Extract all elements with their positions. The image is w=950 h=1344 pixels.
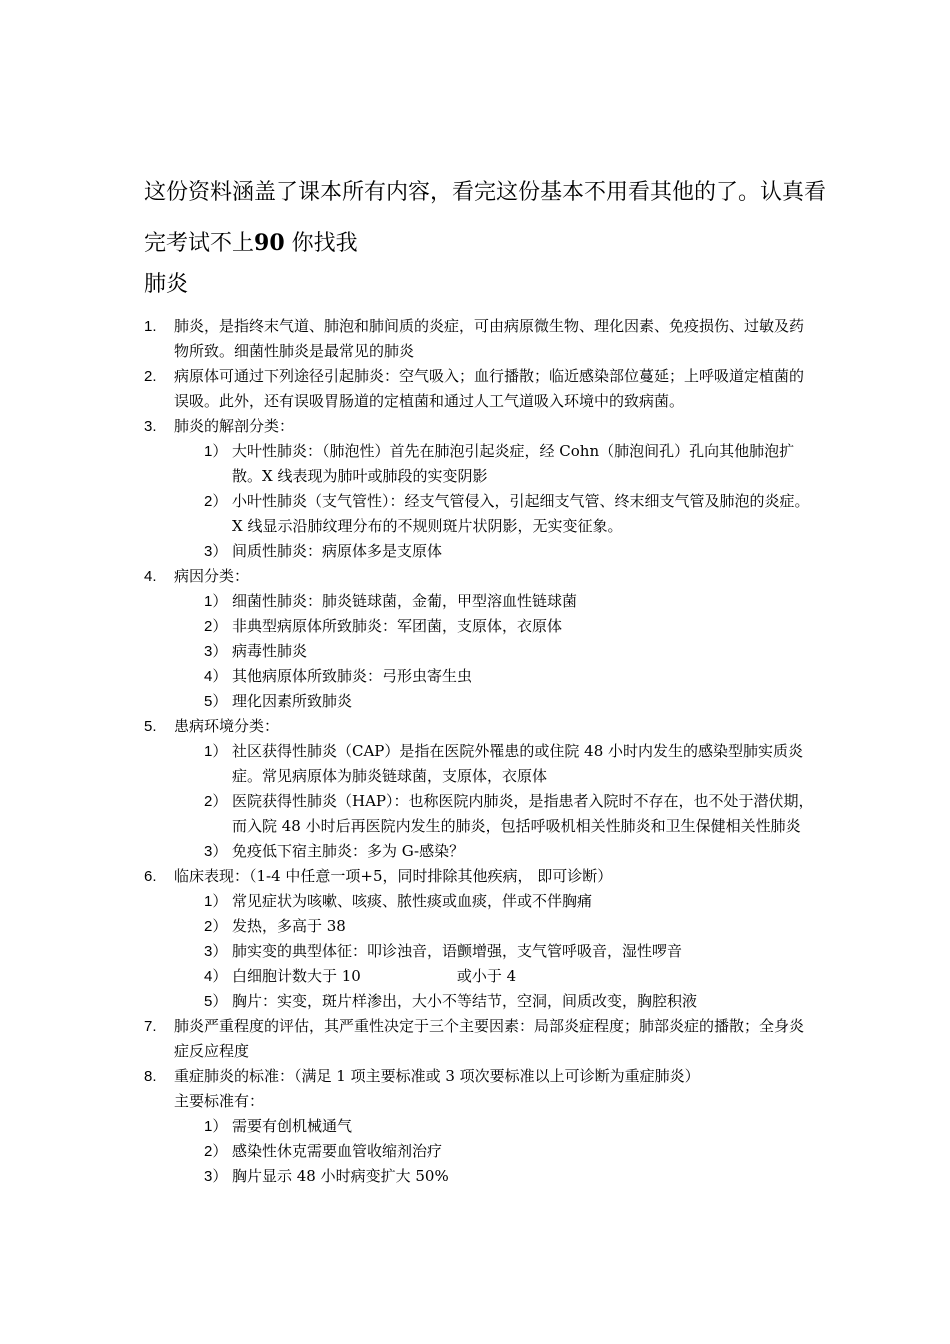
sub-item [174,1139,814,1164]
sub-item [174,839,814,864]
sub-item-text: 需要有创机械通气 [232,1117,353,1135]
sub-item-text: 胸片显示 48 小时病变扩大 50% [232,1167,449,1185]
sub-item-number: 2） [204,793,228,810]
sub-item-number: 1） [204,593,228,610]
sub-item-text: 非典型病原体所致肺炎：军团菌，支原体，衣原体 [232,617,563,635]
sub-item [174,1164,814,1189]
item-text: 重症肺炎的标准：（满足 1 项主要标准或 3 项次要标准以上可诊断为重症肺炎） [174,1067,700,1085]
sub-item [174,439,814,489]
sub-item-number: 2） [204,493,228,510]
list-item [144,564,814,714]
sub-item [174,639,814,664]
sub-item-text: 感染性休克需要血管收缩剂治疗 [232,1142,443,1160]
sub-item-number: 3） [204,643,228,660]
item-number: 2. [144,368,157,385]
sub-item [174,889,814,914]
item-text: 临床表现：（1-4 中任意一项+5，同时排除其他疾病， 即可诊断） [174,867,613,885]
sub-item-text: 医院获得性肺炎（HAP）：也称医院内肺炎，是指患者入院时不存在，也不处于潜伏期，而入院 48 小时后再医院内发生的肺炎，包括呼吸机相关性肺炎和卫生保健相关性肺炎 [232,792,814,835]
sub-item-text: 白细胞计数大于 10 [232,967,361,985]
item-number: 3. [144,418,157,435]
sub-item-number: 5） [204,993,228,1010]
sub-item-text: 胸片：实变，斑片样渗出，大小不等结节，空洞，间质改变，胸腔积液 [232,992,698,1010]
sub-item [174,939,814,964]
intro-bold-number: 90 [254,230,285,256]
sub-item-number: 2） [204,1143,228,1160]
sub-item-number: 3） [204,1168,228,1185]
sub-item [174,1114,814,1139]
sub-item-number: 2） [204,618,228,635]
sub-item [174,739,814,789]
list-item [144,414,814,564]
sub-item-text: 其他病原体所致肺炎：弓形虫寄生虫 [232,667,473,685]
sub-item [174,989,814,1014]
sub-item-text: 发热，多高于 38 [232,917,346,935]
item-number: 7. [144,1018,157,1035]
sub-item-number: 5） [204,693,228,710]
sub-item [174,689,814,714]
list-item [144,1014,814,1064]
sub-item-number: 1） [204,1118,228,1135]
sub-item-number: 2） [204,918,228,935]
sub-item [174,614,814,639]
item-text-line2: 主要标准有： [174,1092,265,1110]
sub-item [174,914,814,939]
list-item [144,314,814,364]
item-text: 肺炎严重程度的评估，其严重性决定于三个主要因素：局部炎症程度；肺部炎症的播散；全身炎症反应程度 [174,1017,805,1060]
item-number: 4. [144,568,157,585]
sub-item-text: 大叶性肺炎：（肺泡性）首先在肺泡引起炎症，经 Cohn（肺泡间孔）孔向其他肺泡扩散。X 线表现为肺叶或肺段的实变阴影 [232,442,795,485]
intro-text: 这份资料涵盖了课本所有内容，看完这份基本不用看其他的了。认真看完考试不上 [144,180,827,256]
sub-item [174,964,814,989]
list-item [144,364,814,414]
sub-item-number: 1） [204,743,228,760]
sub-item-text-continued: 或小于 4 [456,967,517,985]
sub-item [174,789,814,839]
item-number: 6. [144,868,157,885]
sub-item-number: 3） [204,843,228,860]
sub-item-text: 肺实变的典型体征：叩诊浊音，语颤增强，支气管呼吸音，湿性啰音 [232,942,683,960]
sub-item-number: 1） [204,443,228,460]
sub-item-number: 3） [204,943,228,960]
sub-item-text: 常见症状为咳嗽、咳痰、脓性痰或血痰，伴或不伴胸痛 [232,892,593,910]
sub-list [174,1114,814,1189]
sub-item [174,539,814,564]
item-text: 病原体可通过下列途径引起肺炎：空气吸入；血行播散；临近感染部位蔓延；上呼吸道定植菌的误吸。此外，还有误吸胃肠道的定植菌和通过人工气道吸入环境中的致病菌。 [174,367,805,410]
sub-item-number: 1） [204,893,228,910]
sub-item-text: 小叶性肺炎（支气管性）：经支气管侵入，引起细支气管、终末细支气管及肺泡的炎症。X 线显示沿肺纹理分布的不规则斑片状阴影，无实变征象。 [232,492,810,535]
item-text: 肺炎的解剖分类： [174,417,295,435]
sub-list [174,439,814,564]
sub-item-text: 理化因素所致肺炎 [232,692,353,710]
sub-list [174,589,814,714]
sub-item [174,664,814,689]
sub-item-number: 3） [204,543,228,560]
section-title: 肺炎 [144,272,189,297]
item-text: 病因分类： [174,567,250,585]
item-number: 5. [144,718,157,735]
sub-item-text: 免疫低下宿主肺炎：多为 G-感染？ [232,842,465,860]
sub-item [174,489,814,539]
item-text: 肺炎，是指终末气道、肺泡和肺间质的炎症，可由病原微生物、理化因素、免疫损伤、过敏及药物所致。细菌性肺炎是最常见的肺炎 [174,317,805,360]
sub-item [174,589,814,614]
sub-item-number: 4） [204,668,228,685]
list-item [144,714,814,864]
item-number: 8. [144,1068,157,1085]
item-text: 患病环境分类： [174,717,280,735]
sub-item-text: 间质性肺炎：病原体多是支原体 [232,542,443,560]
sub-item-number: 4） [204,968,228,985]
intro-text-end: 你找我 [284,231,358,256]
list-item [144,864,814,1014]
sub-list [174,889,814,1014]
intro-paragraph [144,168,834,269]
sub-item-text: 病毒性肺炎 [232,642,308,660]
list-item [144,1064,814,1189]
sub-item-text: 细菌性肺炎：肺炎链球菌，金葡，甲型溶血性链球菌 [232,592,578,610]
sub-list [174,739,814,864]
main-list [144,314,814,1189]
item-number: 1. [144,318,157,335]
sub-item-text: 社区获得性肺炎（CAP）是指在医院外罹患的或住院 48 小时内发生的感染型肺实质炎症。常见病原体为肺炎链球菌，支原体，衣原体 [232,742,804,785]
